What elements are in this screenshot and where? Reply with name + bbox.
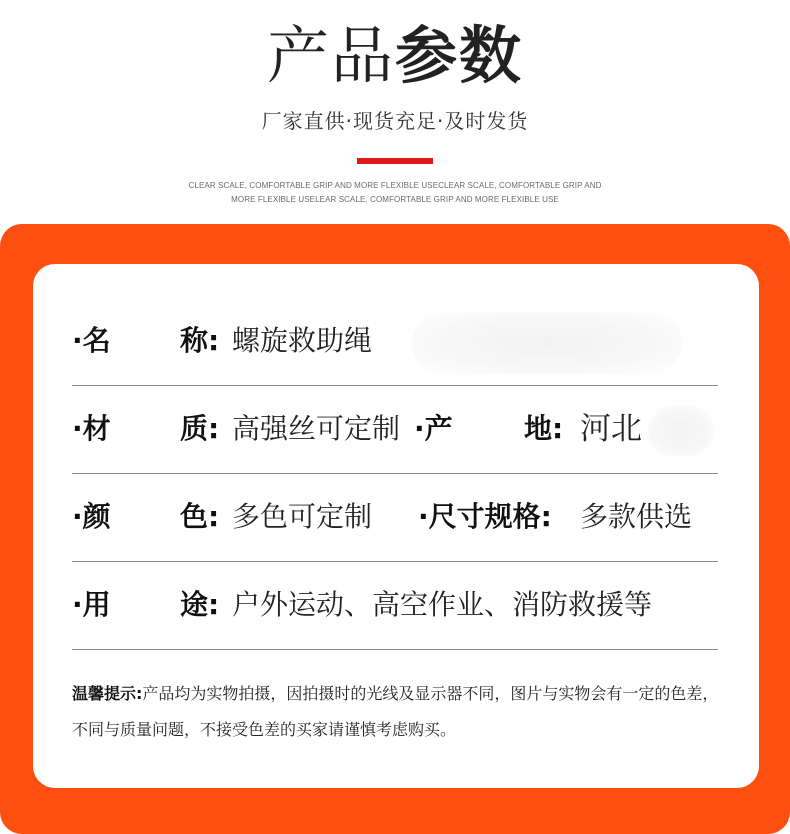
origin-value: 河北 xyxy=(580,411,642,447)
param-row-usage xyxy=(72,562,718,650)
color-label-b: 色: xyxy=(180,500,220,533)
name-value: 螺旋救助绳 xyxy=(232,324,373,357)
material-label-a: ·材 xyxy=(72,412,111,445)
param-row-name xyxy=(72,298,718,386)
page-title xyxy=(0,14,790,98)
usage-value: 户外运动、高空作业、消防救援等 xyxy=(232,588,653,621)
row-divider xyxy=(72,649,718,650)
notice-body: 产品均为实物拍摄，因拍摄时的光线及显示器不同，图片与实物会有一定的色差，不同与质量问题，不接受色差的买家请谨慎考虑购买。 xyxy=(72,684,719,739)
blurred-area xyxy=(648,406,714,456)
size-label: ·尺寸规格: xyxy=(418,500,552,533)
origin-label-a: ·产 xyxy=(414,412,453,445)
material-value: 高强丝可定制 xyxy=(232,412,401,445)
size-value: 多款供选 xyxy=(580,500,693,533)
title-bold: 参数 xyxy=(395,19,524,92)
notice-label: 温馨提示: xyxy=(72,684,143,703)
usage-label-a: ·用 xyxy=(72,588,111,621)
color-label-a: ·颜 xyxy=(72,500,111,533)
title-light: 产品 xyxy=(266,19,395,92)
subtitle: 厂家直供·现货充足·及时发货 xyxy=(261,109,529,133)
notice-text xyxy=(72,676,732,748)
red-accent-bar xyxy=(357,158,433,164)
material-label-b: 质: xyxy=(180,412,220,445)
param-row-color xyxy=(72,474,718,562)
name-label-a: ·名 xyxy=(72,324,111,357)
usage-label-b: 途: xyxy=(180,588,220,621)
param-row-material xyxy=(72,386,718,474)
color-value: 多色可定制 xyxy=(232,500,373,533)
english-tagline: CLEAR SCALE, COMFORTABLE GRIP AND MORE FLEXIBLE USECLEAR SCALE, COMFORTABLE GRIP AND MORE FLEXIBLE USELEAR SCALE, COMFORTABLE GRIP AND MORE FLEXIBLE USE xyxy=(188,181,602,204)
name-label-b: 称: xyxy=(180,324,220,357)
origin-label-b: 地: xyxy=(524,412,564,445)
blurred-area xyxy=(412,312,682,374)
